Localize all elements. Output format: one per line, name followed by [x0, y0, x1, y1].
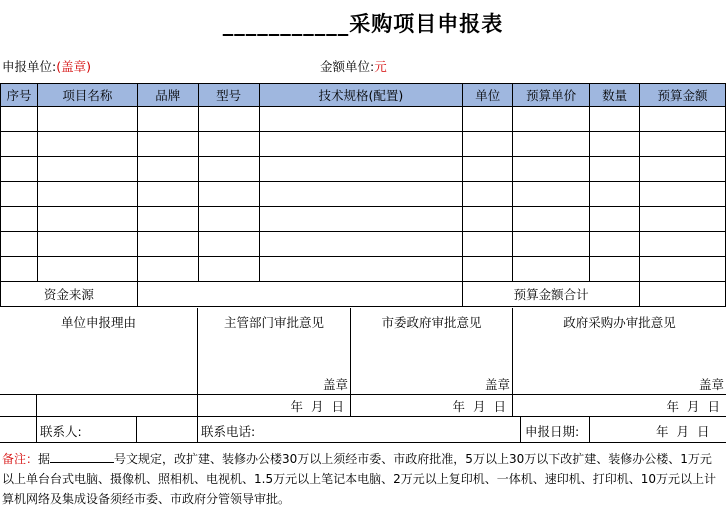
table-cell[interactable]: [137, 182, 198, 207]
fund-source-label: 资金来源: [1, 282, 138, 307]
applicant-unit-label: 申报单位:: [2, 59, 57, 74]
table-cell[interactable]: [513, 232, 590, 257]
table-cell[interactable]: [463, 132, 513, 157]
table-cell[interactable]: [37, 182, 137, 207]
contact-divider: [520, 416, 521, 442]
table-cell[interactable]: [463, 107, 513, 132]
table-cell[interactable]: [198, 232, 259, 257]
table-cell[interactable]: [137, 157, 198, 182]
table-cell[interactable]: [259, 107, 463, 132]
table-cell[interactable]: [37, 232, 137, 257]
table-cell[interactable]: [463, 182, 513, 207]
table-cell[interactable]: [590, 107, 640, 132]
table-cell[interactable]: [513, 207, 590, 232]
table-cell[interactable]: [463, 232, 513, 257]
contact-divider: [136, 416, 137, 442]
table-cell[interactable]: [259, 232, 463, 257]
table-row: [1, 132, 726, 157]
document-number-blank[interactable]: [50, 450, 114, 463]
fund-source-value[interactable]: [137, 282, 462, 307]
table-cell[interactable]: [513, 107, 590, 132]
table-cell[interactable]: [137, 232, 198, 257]
col-header-index: 序号: [1, 84, 38, 107]
city-approval-label: 市委政府审批意见: [381, 315, 482, 330]
table-cell[interactable]: [137, 107, 198, 132]
table-cell[interactable]: [198, 182, 259, 207]
table-cell[interactable]: [513, 182, 590, 207]
table-cell[interactable]: [198, 132, 259, 157]
table-cell[interactable]: [590, 257, 640, 282]
table-cell[interactable]: [198, 107, 259, 132]
applicant-unit: [2, 57, 91, 75]
table-cell[interactable]: [1, 232, 38, 257]
remark-text-start: 据: [38, 452, 51, 466]
table-cell[interactable]: [37, 132, 137, 157]
table-cell[interactable]: [590, 157, 640, 182]
approval-section: [0, 308, 726, 416]
table-cell[interactable]: [37, 157, 137, 182]
city-approval-cell[interactable]: [351, 308, 513, 416]
procure-approval-label: 政府采购办审批意见: [563, 315, 676, 330]
table-cell[interactable]: [1, 107, 38, 132]
remark: [2, 449, 722, 509]
col-header-spec: 技术规格(配置): [259, 84, 463, 107]
table-cell[interactable]: [37, 107, 137, 132]
dept-date: 年 月 日: [290, 399, 346, 414]
table-cell[interactable]: [198, 157, 259, 182]
table-cell[interactable]: [640, 107, 726, 132]
table-cell[interactable]: [1, 207, 38, 232]
table-cell[interactable]: [1, 132, 38, 157]
date-row-divider: [0, 394, 726, 395]
dept-seal: 盖章: [322, 377, 348, 392]
col-header-quantity: 数量: [590, 84, 640, 107]
dept-approval-cell[interactable]: [198, 308, 351, 416]
contact-divider: [589, 416, 590, 442]
table-cell[interactable]: [640, 207, 726, 232]
remark-label: 备注：: [2, 452, 39, 466]
procure-seal: 盖章: [698, 377, 724, 392]
table-row: [1, 157, 726, 182]
table-cell[interactable]: [1, 257, 38, 282]
contact-phone-label: 联系电话:: [201, 424, 256, 439]
table-cell[interactable]: [37, 257, 137, 282]
table-cell[interactable]: [1, 157, 38, 182]
apply-date-label: 申报日期:: [525, 424, 580, 439]
table-cell[interactable]: [590, 207, 640, 232]
table-cell[interactable]: [259, 132, 463, 157]
table-cell[interactable]: [137, 207, 198, 232]
amount-unit: [320, 57, 387, 75]
table-cell[interactable]: [1, 182, 38, 207]
contact-divider: [36, 394, 37, 442]
contact-divider: [197, 416, 198, 442]
table-row: [1, 232, 726, 257]
table-cell[interactable]: [259, 157, 463, 182]
procure-date: 年 月 日: [666, 399, 722, 414]
table-cell[interactable]: [137, 132, 198, 157]
apply-date-value: 年 月 日: [656, 424, 712, 439]
contact-person-label: 联系人:: [40, 424, 82, 439]
table-cell[interactable]: [640, 157, 726, 182]
remark-text: 号文规定，改扩建、装修办公楼30万以上须经市委、市政府批准，5万以上30万以下改扩建、装修办公楼、1万元以上单台台式电脑、摄像机、照相机、电视机、1.5万元以上笔记本电脑、2万元以上复印机、一体机、速印机、打印机、10万元以上计算机网络及集成设备须经市委、市政府分管领导审批。: [2, 452, 716, 506]
col-header-unit: 单位: [463, 84, 513, 107]
table-cell[interactable]: [640, 257, 726, 282]
table-cell[interactable]: [590, 182, 640, 207]
table-cell[interactable]: [640, 132, 726, 157]
col-header-project-name: 项目名称: [37, 84, 137, 107]
table-cell[interactable]: [463, 207, 513, 232]
budget-total-label: 预算金额合计: [463, 282, 640, 307]
col-header-budget-amount: 预算金额: [640, 84, 726, 107]
table-cell[interactable]: [198, 257, 259, 282]
approval-bottom-border: [0, 416, 726, 417]
table-row: [1, 107, 726, 132]
contact-bottom-border: [0, 442, 726, 443]
table-cell[interactable]: [513, 257, 590, 282]
col-header-unit-price: 预算单价: [513, 84, 590, 107]
amount-unit-label: 金额单位:: [320, 59, 375, 74]
amount-unit-value: 元: [374, 59, 387, 74]
table-cell[interactable]: [463, 157, 513, 182]
table-cell[interactable]: [640, 182, 726, 207]
table-cell[interactable]: [590, 232, 640, 257]
table-row: [1, 207, 726, 232]
col-header-model: 型号: [198, 84, 259, 107]
table-row: [1, 257, 726, 282]
table-cell[interactable]: [259, 207, 463, 232]
table-row: [1, 182, 726, 207]
procure-approval-cell[interactable]: [513, 308, 726, 416]
procurement-table: [0, 83, 726, 307]
table-cell[interactable]: [513, 132, 590, 157]
city-date: 年 月 日: [452, 399, 508, 414]
applicant-unit-seal: (盖章): [56, 59, 91, 74]
table-cell[interactable]: [463, 257, 513, 282]
reason-cell[interactable]: [0, 308, 198, 416]
table-cell[interactable]: [259, 182, 463, 207]
page-title: ___________采购项目申报表: [222, 12, 504, 36]
table-cell[interactable]: [198, 207, 259, 232]
col-header-brand: 品牌: [137, 84, 198, 107]
table-cell[interactable]: [37, 207, 137, 232]
reason-label: 单位申报理由: [60, 315, 136, 330]
table-cell[interactable]: [640, 232, 726, 257]
dept-approval-label: 主管部门审批意见: [223, 315, 324, 330]
table-cell[interactable]: [590, 132, 640, 157]
city-seal: 盖章: [484, 377, 510, 392]
table-header-row: [1, 84, 726, 107]
table-cell[interactable]: [259, 257, 463, 282]
fund-source-row: [1, 282, 726, 307]
budget-total-value[interactable]: [640, 282, 726, 307]
table-cell[interactable]: [513, 157, 590, 182]
table-cell[interactable]: [137, 257, 198, 282]
